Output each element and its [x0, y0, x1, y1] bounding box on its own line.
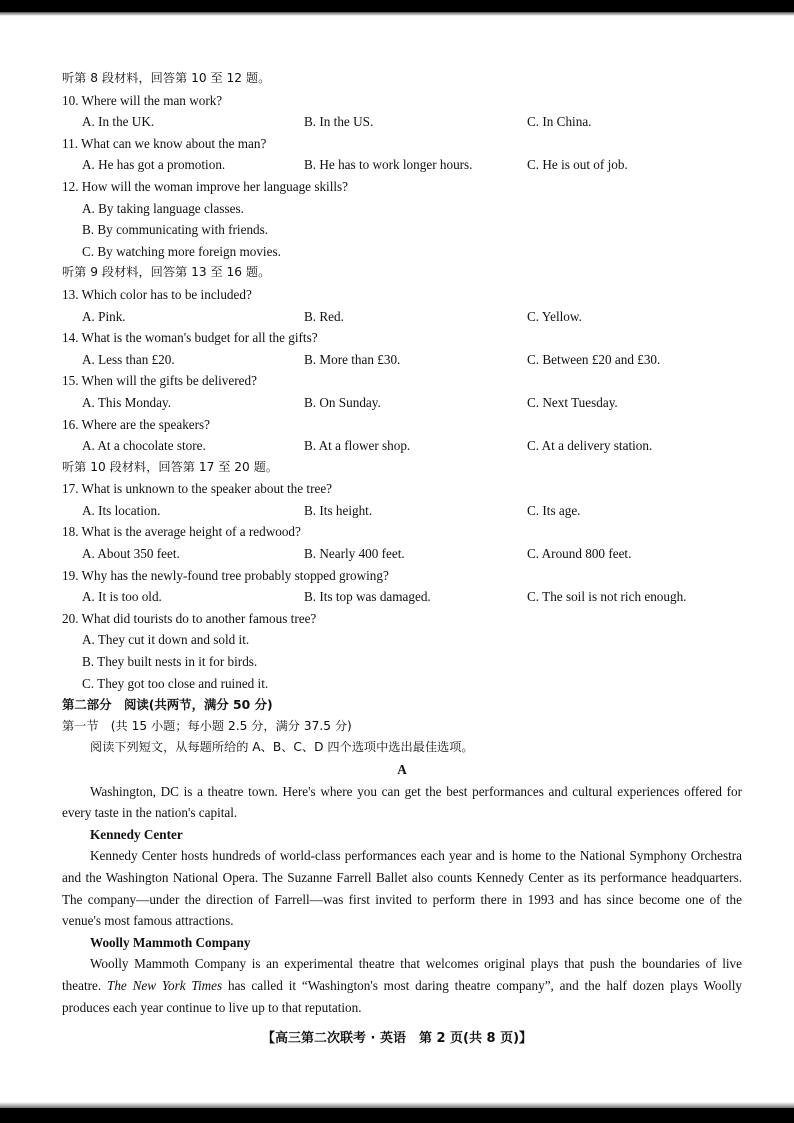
- question-20: 20. What did tourists do to another famous tree?: [62, 610, 317, 626]
- question-16: 16. Where are the speakers?: [62, 416, 211, 432]
- option-11-b: B. He has to work longer hours.: [304, 157, 473, 173]
- passage-letter: A: [397, 762, 407, 777]
- option-18-c: C. Around 800 feet.: [527, 546, 632, 562]
- option-20-a: A. They cut it down and sold it.: [82, 632, 250, 648]
- option-12-a: A. By taking language classes.: [82, 200, 244, 216]
- newspaper-title: The New York Times: [107, 977, 223, 993]
- option-13-c: C. Yellow.: [527, 308, 582, 324]
- options-16: [62, 435, 742, 457]
- question-11: 11. What can we know about the man?: [62, 135, 267, 151]
- question-18: 18. What is the average height of a redwood?: [62, 524, 301, 540]
- page-footer: 【高三第二次联考 · 英语 第 2 页(共 8 页)】: [261, 1031, 533, 1046]
- option-18-b: B. Nearly 400 feet.: [304, 546, 405, 562]
- option-15-c: C. Next Tuesday.: [527, 394, 618, 410]
- option-17-a: A. Its location.: [82, 502, 161, 518]
- option-19-c: C. The soil is not rich enough.: [527, 589, 687, 605]
- woolly-text-end: has called it “Washington's most daring theatre company”, and the half dozen plays Woolly produces each year continue to live up to that reputation.: [62, 977, 742, 1015]
- options-17: [62, 500, 742, 522]
- section8-header: 听第 8 段材料，回答第 10 至 12 题。: [62, 71, 271, 85]
- question-15: 15. When will the gifts be delivered?: [62, 373, 257, 389]
- option-12-b: B. By communicating with friends.: [82, 222, 269, 238]
- question-12: 12. How will the woman improve her language skills?: [62, 178, 349, 194]
- option-10-a: A. In the UK.: [82, 114, 155, 130]
- question-13: 13. Which color has to be included?: [62, 286, 252, 302]
- option-19-b: B. Its top was damaged.: [304, 589, 431, 605]
- woolly-heading: Woolly Mammoth Company: [90, 934, 251, 950]
- section1-title: 第一节 (共 15 小题；每小题 2.5 分，满分 37.5 分): [62, 718, 352, 733]
- option-15-a: A. This Monday.: [82, 394, 172, 410]
- options-10: [62, 111, 742, 133]
- options-18: [62, 543, 742, 565]
- scan-top-shade: [0, 12, 794, 16]
- option-15-b: B. On Sunday.: [304, 394, 381, 410]
- woolly-paragraph: [62, 953, 742, 1018]
- option-13-b: B. Red.: [304, 308, 344, 324]
- option-18-a: A. About 350 feet.: [82, 546, 180, 562]
- kennedy-paragraph: Kennedy Center hosts hundreds of world-class performances each year and is home to the National Symphony Orchestra and the Washington National Opera. The Suzanne Farrell Ballet also counts Kennedy Center as its performance headquarters. The company—under the direction of Farrell—was first invited to perform there in 1993 and has since become one of the venue's most famous attractions.: [62, 848, 742, 929]
- question-10: 10. Where will the man work?: [62, 92, 223, 108]
- reading-instructions: 阅读下列短文，从每题所给的 A、B、C、D 四个选项中选出最佳选项。: [90, 740, 474, 755]
- question-14: 14. What is the woman's budget for all the gifts?: [62, 330, 318, 346]
- option-16-b: B. At a flower shop.: [304, 438, 411, 454]
- option-12-c: C. By watching more foreign movies.: [82, 243, 281, 259]
- option-11-a: A. He has got a promotion.: [82, 157, 226, 173]
- option-10-b: B. In the US.: [304, 114, 374, 130]
- option-16-a: A. At a chocolate store.: [82, 438, 206, 454]
- scan-bottom-border: [0, 1108, 794, 1123]
- kennedy-heading: Kennedy Center: [90, 826, 183, 842]
- options-19: [62, 586, 742, 608]
- option-19-a: A. It is too old.: [82, 589, 162, 605]
- option-17-b: B. Its height.: [304, 502, 373, 518]
- option-17-c: C. Its age.: [527, 502, 581, 518]
- woolly-text-start: Woolly Mammoth Company is an experimental theatre that welcomes original plays that push the boundaries of live theatre.: [62, 956, 742, 993]
- option-20-b: B. They built nests in it for birds.: [82, 654, 258, 670]
- options-13: [62, 306, 742, 328]
- question-19: 19. Why has the newly-found tree probably stopped growing?: [62, 567, 389, 583]
- option-14-c: C. Between £20 and £30.: [527, 351, 661, 367]
- scan-top-border: [0, 0, 794, 12]
- option-14-b: B. More than £30.: [304, 351, 401, 367]
- section9-header: 听第 9 段材料，回答第 13 至 16 题。: [62, 265, 271, 280]
- option-14-a: A. Less than £20.: [82, 351, 175, 367]
- option-10-c: C. In China.: [527, 114, 592, 130]
- option-16-c: C. At a delivery station.: [527, 438, 653, 454]
- options-15: [62, 392, 742, 414]
- option-11-c: C. He is out of job.: [527, 157, 628, 173]
- question-17: 17. What is unknown to the speaker about the tree?: [62, 481, 333, 497]
- options-11: [62, 154, 742, 176]
- part2-title: 第二部分 阅读(共两节，满分 50 分): [62, 697, 273, 713]
- intro-paragraph: Washington, DC is a theatre town. Here's where you can get the best performances and cultural experiences offered for every taste in the nation's capital.: [62, 783, 742, 821]
- section10-header: 听第 10 段材料，回答第 17 至 20 题。: [62, 459, 279, 474]
- options-14: [62, 349, 742, 371]
- option-13-a: A. Pink.: [82, 308, 126, 324]
- option-20-c: C. They got too close and ruined it.: [82, 675, 269, 691]
- page-content: [62, 68, 742, 1018]
